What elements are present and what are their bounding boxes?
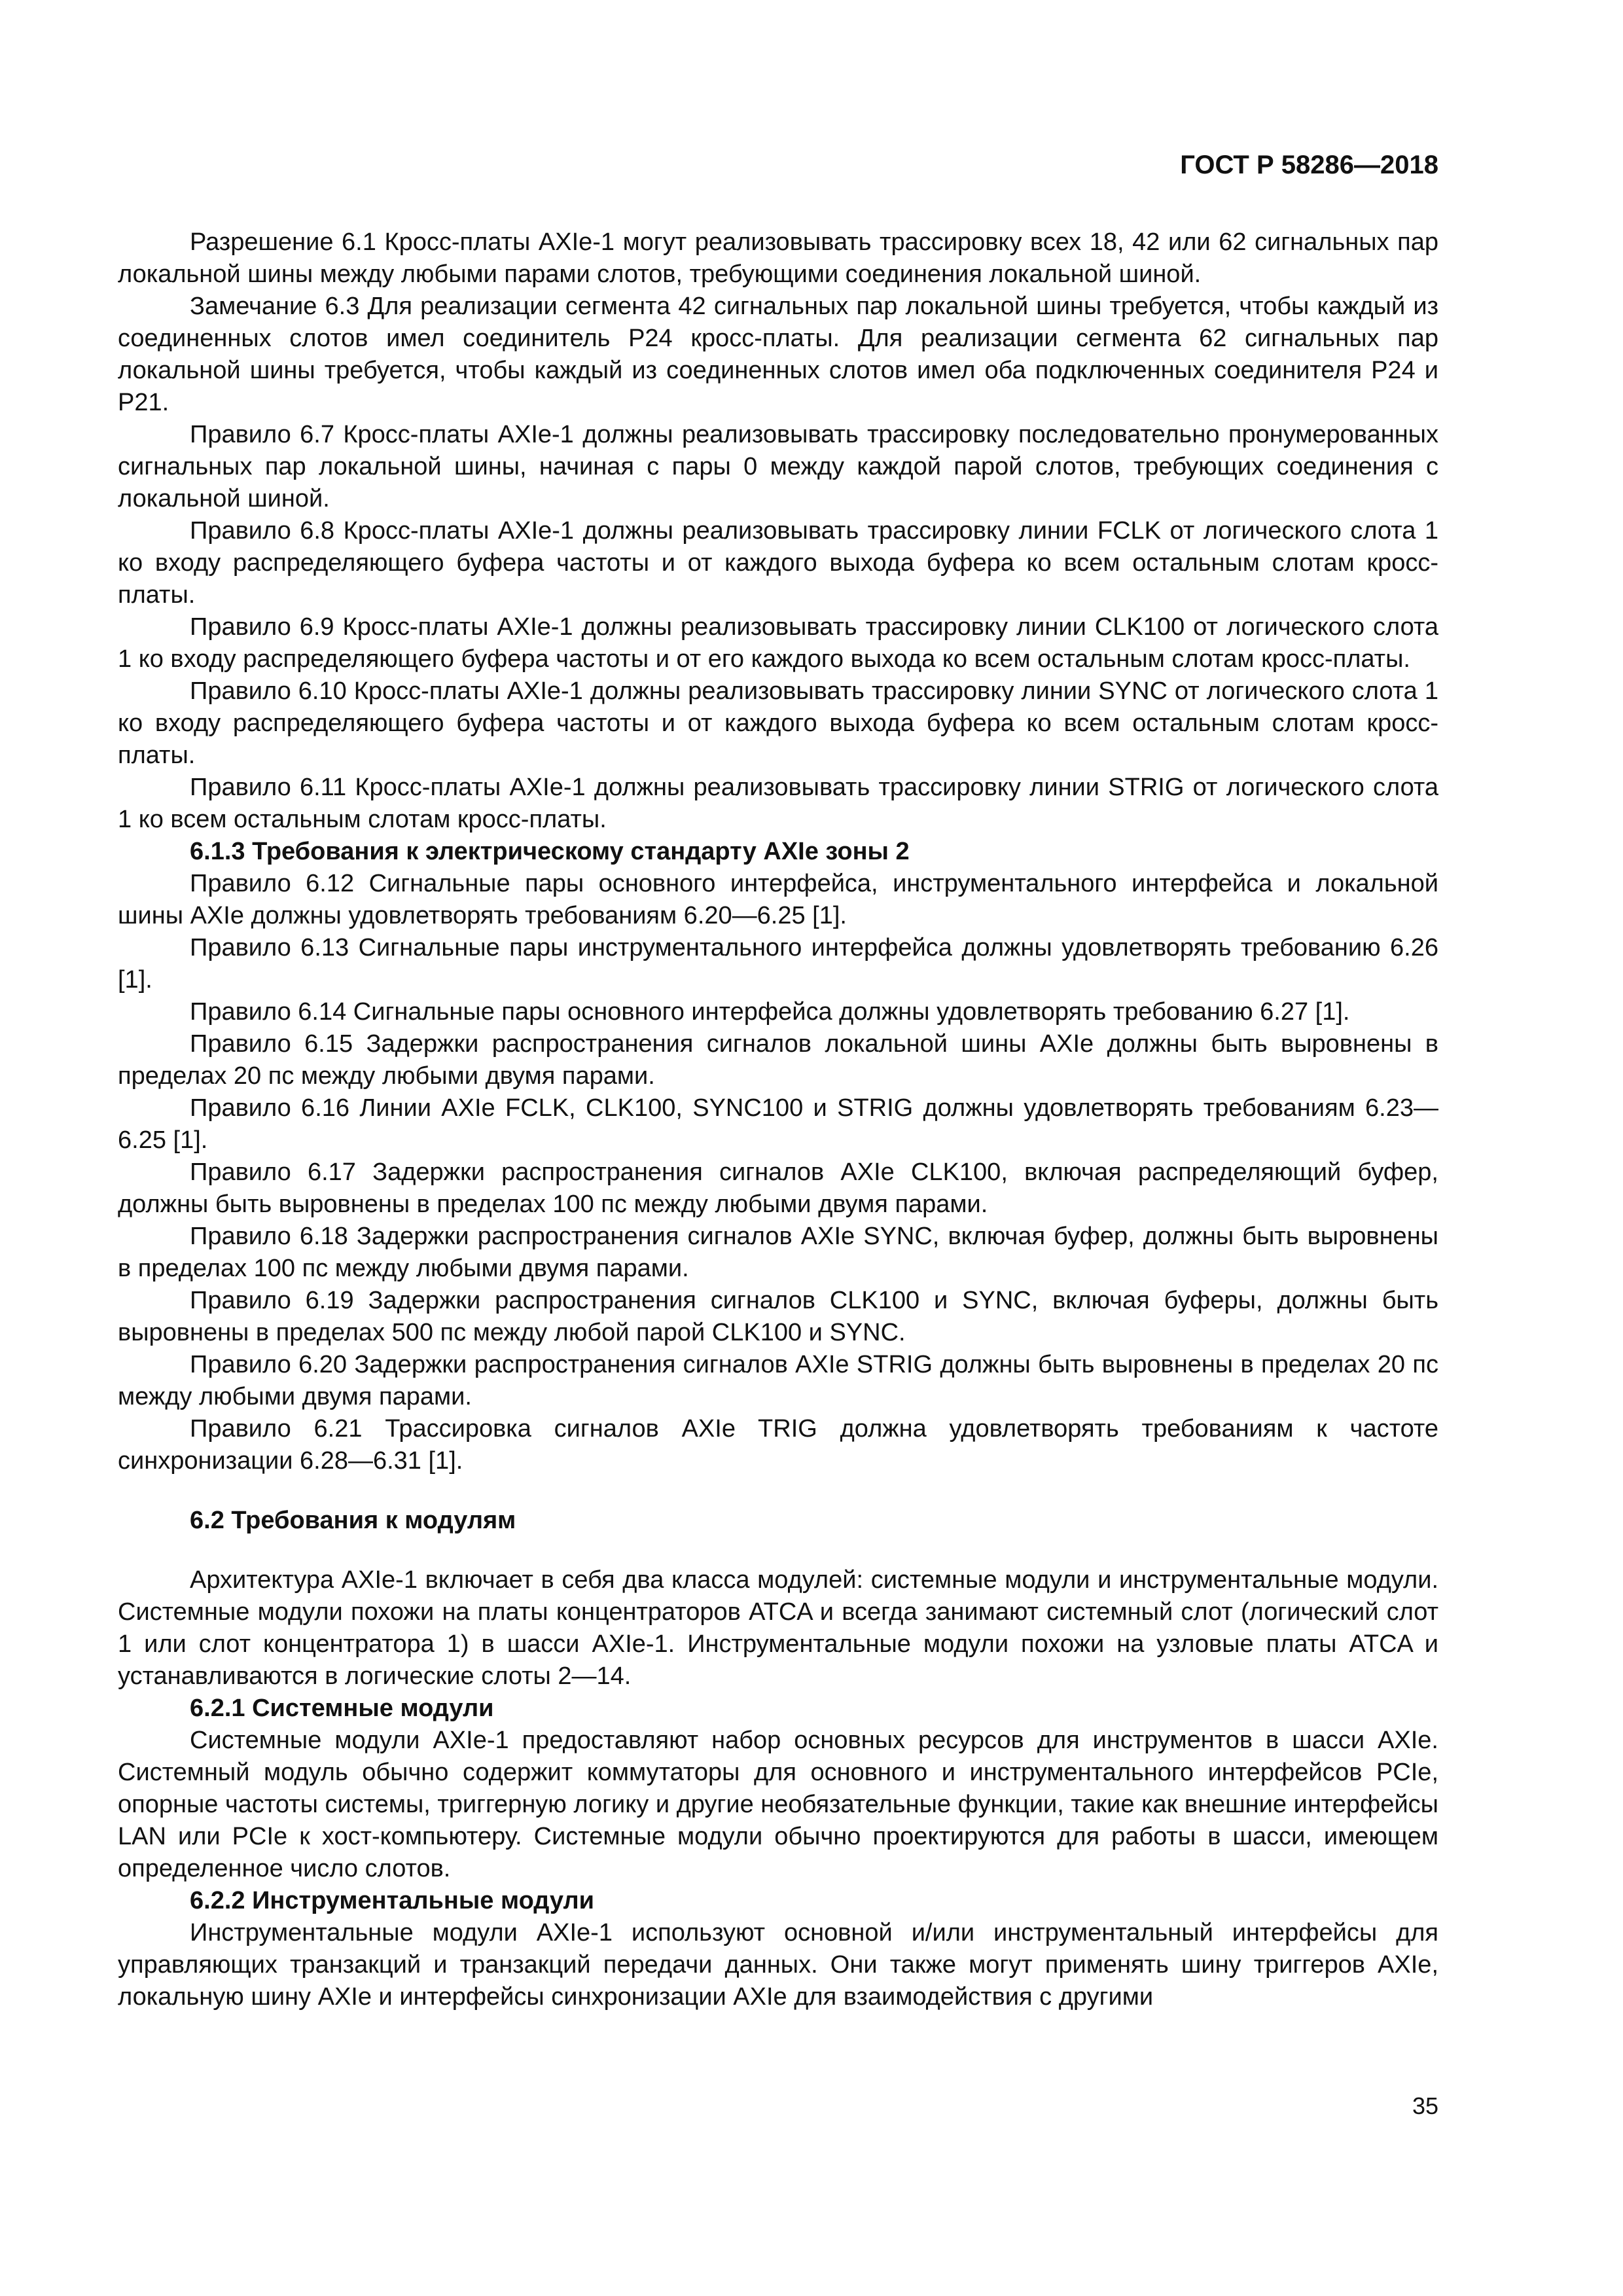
paragraph-rule-6-7: Правило 6.7 Кросс-платы AXIe-1 должны реализовывать трассировку последовательно пронумерованных сигнальных пар локальной шины, начиная с пары 0 между каждой парой слотов, требующих соединения с локальной шиной. — [118, 421, 1438, 512]
document-header — [118, 149, 1438, 181]
paragraph-architecture: Архитектура AXIe-1 включает в себя два класса модулей: системные модули и инструментальные модули. Системные модули похожи на платы концентраторов ATCA и всегда занимают системный слот (логический слот 1 или слот концентратора 1) в шасси AXIe-1. Инструментальные модули похожи на узловые платы ATCA и устанавливаются в логические слоты 2—14. — [118, 1566, 1438, 1690]
paragraph-rule-6-21: Правило 6.21 Трассировка сигналов AXIe TRIG должна удовлетворять требованиям к частоте синхронизации 6.28—6.31 [1]. — [118, 1415, 1438, 1475]
paragraph-rule-6-19: Правило 6.19 Задержки распространения сигналов CLK100 и SYNC, включая буферы, должны быть выровнены в пределах 500 пс между любой парой CLK100 и SYNC. — [118, 1287, 1438, 1346]
paragraph-rule-6-11: Правило 6.11 Кросс-платы AXIe-1 должны реализовывать трассировку линии STRIG от логического слота 1 ко всем остальным слотам кросс-платы. — [118, 774, 1438, 833]
paragraph-note-6-3: Замечание 6.3 Для реализации сегмента 42 сигнальных пар локальной шины требуется, чтобы каждый из соединенных слотов имел соединитель P24 кросс-платы. Для реализации сегмента 62 сигнальных пар локальной шины требуется, чтобы каждый из соединенных слотов имел оба подключенных соединителя P24 и P21. — [118, 293, 1438, 416]
paragraph-rule-6-14: Правило 6.14 Сигнальные пары основного интерфейса должны удовлетворять требованию 6.27 [1]. — [190, 998, 1350, 1026]
paragraph-permission-6-1: Разрешение 6.1 Кросс-платы AXIe-1 могут реализовывать трассировку всех 18, 42 или 62 сигнальных пар локальной шины между любыми парами слотов, требующими соединения локальной шиной. — [118, 228, 1438, 288]
paragraph-rule-6-12: Правило 6.12 Сигнальные пары основного интерфейса, инструментального интерфейса и локальной шины AXIe должны удовлетворять требованиям 6.20—6.25 [1]. — [118, 870, 1438, 929]
paragraph-rule-6-10: Правило 6.10 Кросс-платы AXIe-1 должны реализовывать трассировку линии SYNC от логического слота 1 ко входу распределяющего буфера частоты и от каждого выхода буфера ко всем остальным слотам кросс-платы. — [118, 677, 1438, 769]
section-heading-6-2-1: 6.2.1 Системные модули — [190, 1695, 494, 1722]
page-number: 35 — [1412, 2092, 1438, 2119]
section-heading-6-2: 6.2 Требования к модулям — [190, 1507, 516, 1534]
paragraph-rule-6-8: Правило 6.8 Кросс-платы AXIe-1 должны реализовывать трассировку линии FCLK от логического слота 1 ко входу распределяющего буфера частоты и от каждого выхода буфера ко всем остальным слотам кросс-платы. — [118, 517, 1438, 609]
paragraph-rule-6-16: Правило 6.16 Линии AXIe FCLK, CLK100, SYNC100 и STRIG должны удовлетворять требованиям 6.23—6.25 [1]. — [118, 1094, 1438, 1154]
section-heading-6-2-2: 6.2.2 Инструментальные модули — [190, 1887, 595, 1914]
standard-id: ГОСТ Р 58286—2018 — [1180, 151, 1438, 179]
section-heading-6-1-3: 6.1.3 Требования к электрическому стандарту AXIe зоны 2 — [190, 838, 910, 865]
paragraph-rule-6-9: Правило 6.9 Кросс-платы AXIe-1 должны реализовывать трассировку линии CLK100 от логического слота 1 ко входу распределяющего буфера частоты и от его каждого выхода ко всем остальным слотам кросс-платы. — [118, 613, 1438, 673]
paragraph-rule-6-13: Правило 6.13 Сигнальные пары инструментального интерфейса должны удовлетворять требованию 6.26 [1]. — [118, 934, 1438, 994]
paragraph-system-modules: Системные модули AXIe-1 предоставляют набор основных ресурсов для инструментов в шасси AXIe. Системный модуль обычно содержит коммутаторы для основного и инструментального интерфейсов PCIe, опорные частоты системы, триггерную логику и другие необязательные функции, такие как внешние интерфейсы LAN или PCIe к хост-компьютеру. Системные модули обычно проектируются для работы в шасси, имеющем определенное число слотов. — [118, 1727, 1438, 1882]
document-body — [118, 226, 1438, 2013]
paragraph-rule-6-15: Правило 6.15 Задержки распространения сигналов локальной шины AXIe должны быть выровнены в пределах 20 пс между любыми двумя парами. — [118, 1030, 1438, 1090]
paragraph-rule-6-18: Правило 6.18 Задержки распространения сигналов AXIe SYNC, включая буфер, должны быть выровнены в пределах 100 пс между любыми двумя парами. — [118, 1223, 1438, 1282]
paragraph-rule-6-20: Правило 6.20 Задержки распространения сигналов AXIe STRIG должны быть выровнены в пределах 20 пс между любыми двумя парами. — [118, 1351, 1438, 1410]
paragraph-rule-6-17: Правило 6.17 Задержки распространения сигналов AXIe CLK100, включая распределяющий буфер, должны быть выровнены в пределах 100 пс между любыми двумя парами. — [118, 1158, 1438, 1218]
paragraph-instrument-modules: Инструментальные модули AXIe-1 используют основной и/или инструментальный интерфейсы для управляющих транзакций и транзакций передачи данных. Они также могут применять шину триггеров AXIe, локальную шину AXIe и интерфейсы синхронизации AXIe для взаимодействия с другими — [118, 1919, 1438, 2011]
